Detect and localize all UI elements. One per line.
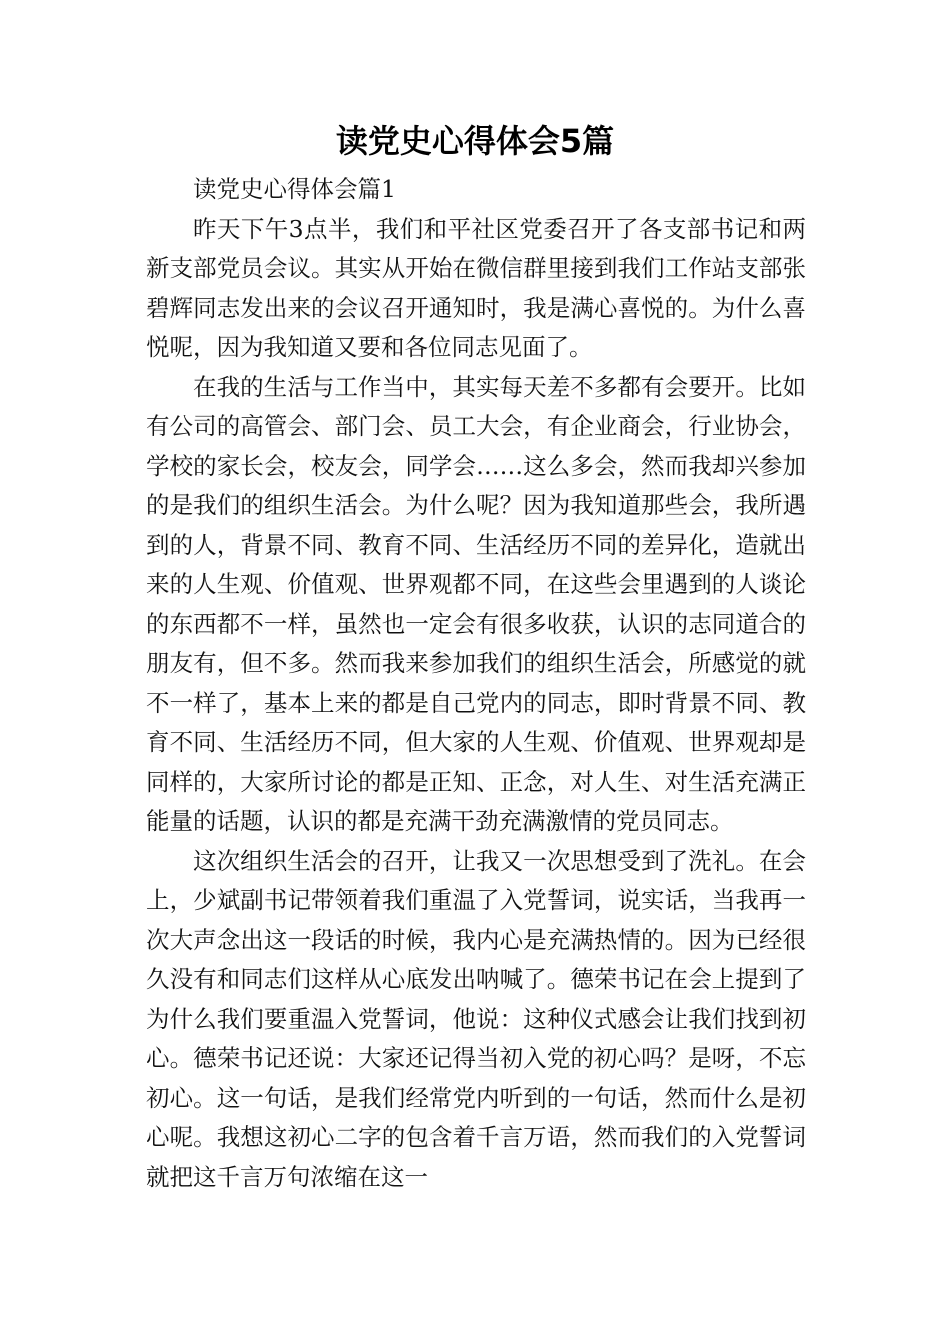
paragraph-1: 昨天下午3点半，我们和平社区党委召开了各支部书记和两新支部党员会议。其实从开始在微信群里接到我们工作站支部张碧辉同志发出来的会议召开通知时，我是满心喜悦的。为什么喜悦呢，因为我知道又要和各位同志见面了。: [146, 214, 806, 361]
paragraph-3: 这次组织生活会的召开，让我又一次思想受到了洗礼。在会上，少斌副书记带领着我们重温了入党誓词，说实话，当我再一次大声念出这一段话的时候，我内心是充满热情的。因为已经很久没有和同志们这样从心底发出呐喊了。德荣书记在会上提到了为什么我们要重温入党誓词，他说：这种仪式感会让我们找到初心。德荣书记还说：大家还记得当初入党的初心吗？是呀，不忘初心。这一句话，是我们经常党内听到的一句话，然而什么是初心呢。我想这初心二字的包含着千言万语，然而我们的入党誓词就把这千言万句浓缩在这一: [146, 846, 806, 1191]
paragraph-2: 在我的生活与工作当中，其实每天差不多都有会要开。比如有公司的高管会、部门会、员工大会，有企业商会，行业协会，学校的家长会，校友会，同学会……这么多会，然而我却兴参加的是我们的组织生活会。为什么呢？因为我知道那些会，我所遇到的人，背景不同、教育不同、生活经历不同的差异化，造就出来的人生观、价值观、世界观都不同，在这些会里遇到的人谈论的东西都不一样，虽然也一定会有很多收获，认识的志同道合的朋友有，但不多。然而我来参加我们的组织生活会，所感觉的就不一样了，基本上来的都是自己党内的同志，即时背景不同、教育不同、生活经历不同，但大家的人生观、价值观、世界观却是同样的，大家所讨论的都是正知、正念，对人生、对生活充满正能量的话题，认识的都是充满干劲充满激情的党员同志。: [146, 372, 806, 835]
document-title: 读党史心得体会5篇: [335, 122, 615, 160]
document-body: [146, 170, 806, 1197]
section-heading: 读党史心得体会篇1: [193, 175, 396, 203]
